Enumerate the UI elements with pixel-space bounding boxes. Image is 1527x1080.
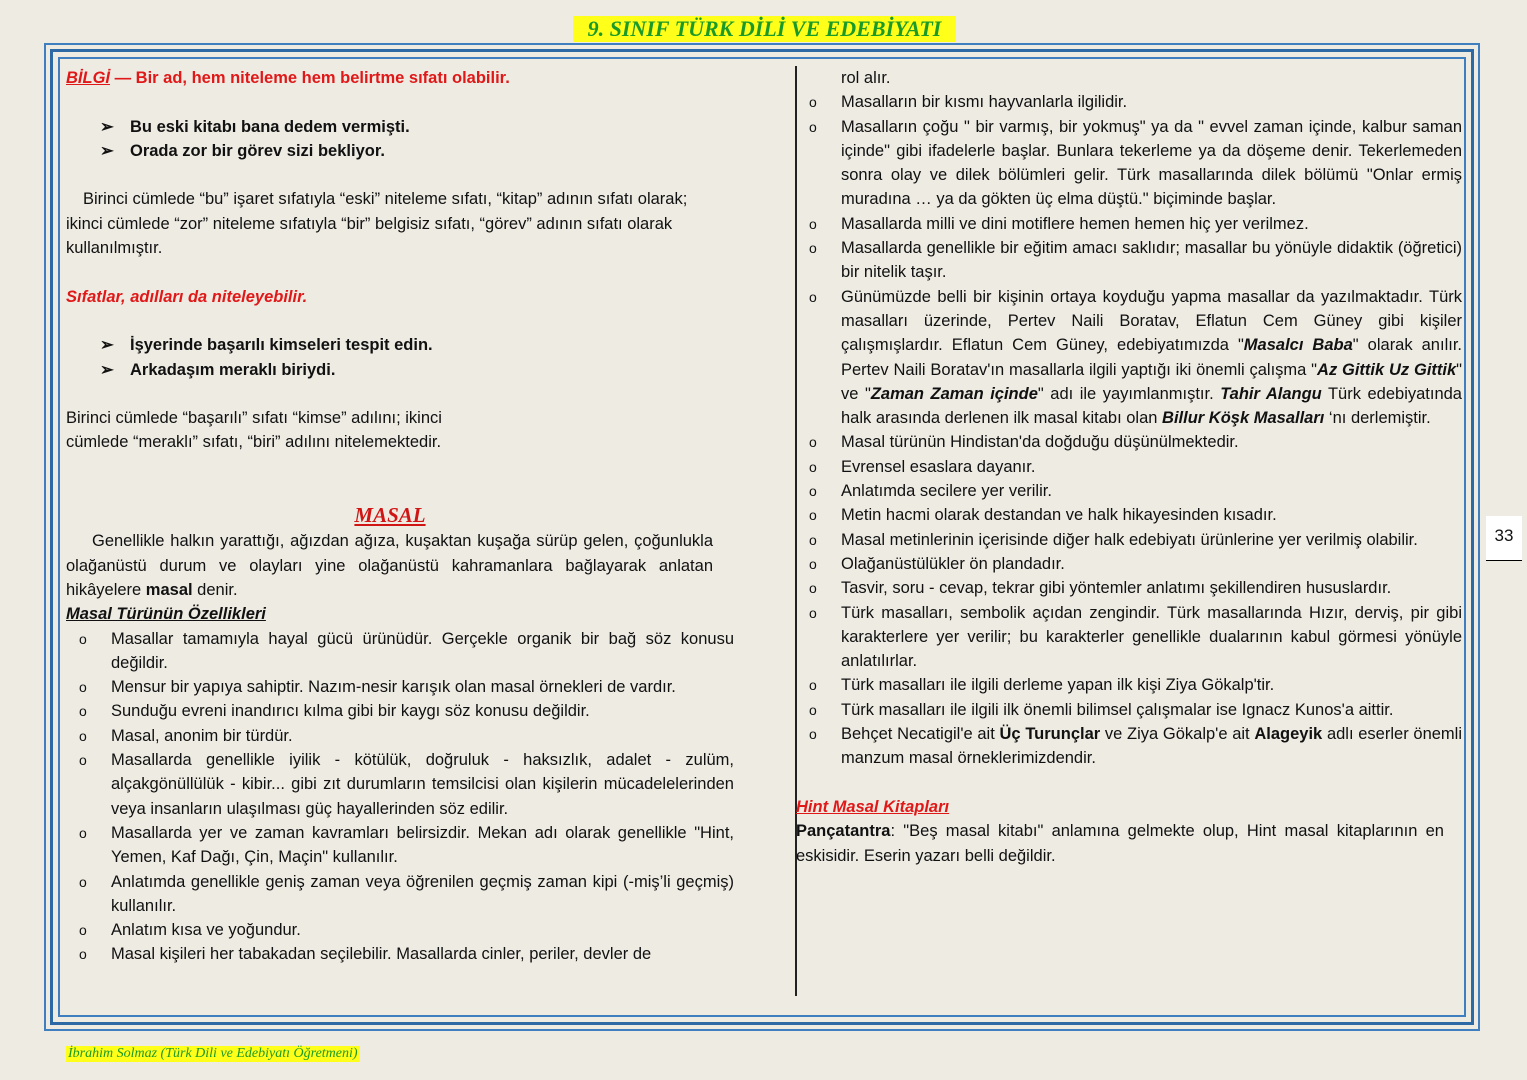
circle-bullet-icon: o (809, 726, 817, 743)
circle-bullet-icon: o (79, 703, 87, 720)
list-item: o Olağanüstülükler ön plandadır. (796, 552, 1462, 576)
circle-bullet-icon: o (79, 630, 87, 647)
circle-bullet-icon: o (809, 458, 817, 475)
hint-title: Hint Masal Kitapları (796, 797, 950, 816)
circle-bullet-icon: o (809, 531, 817, 548)
list-item: o Masal metinlerinin içerisinde diğer halk edebiyatı ürünlerine yer verilmiş olabilir. (796, 528, 1462, 552)
list-item: o Masallar tamamıyla hayal gücü ürünüdür. Gerçekle organik bir bağ söz konusu değildir. (66, 627, 734, 676)
circle-bullet-icon: o (809, 434, 817, 451)
list-item: o Masalların bir kısmı hayvanlarla ilgilidir. (796, 90, 1462, 114)
circle-bullet-icon: o (809, 507, 817, 524)
example-2b: ➢ Arkadaşım meraklı biriydi. (100, 358, 734, 382)
explanation-1: Birinci cümlede “bu” işaret sıfatıyla “eski” niteleme sıfatı, “kitap” adının sıfatı olarak; ikinci cümlede “zor” niteleme sıfatıyla “bir” belgisiz sıfatı, “görev” adının sıfatı olarak kullanılmıştır. (66, 190, 688, 258)
list-item: o Günümüzde belli bir kişinin ortaya koyduğu yapma masallar da yazılmaktadır. Türk masalları üzerinde, Pertev Naili Boratav, Eflatun Cem Güney gibi kişiler çalışmışlardır. Eflatun Cem Güney, edebiyatımızda "Masalcı Baba" olarak anılır. Pertev Naili Boratav'ın masallarla ilgili yaptığı iki önemli çalışma "Az Gittik Uz Gittik" ve "Zaman Zaman içinde" adı ile yayımlanmıştır. Tahir Alangu Türk edebiyatında halk arasında derlenen ilk masal kitabı olan Billur Köşk Masalları ‘nı derlemiştir. (796, 285, 1462, 431)
bilgi-note (66, 66, 734, 90)
circle-bullet-icon: o (79, 873, 87, 890)
circle-bullet-icon: o (79, 679, 87, 696)
list-item: o Türk masalları ile ilgili ilk önemli bilimsel çalışmalar ise Ignacz Kunos'a aittir. (796, 698, 1462, 722)
example-2a: ➢ İşyerinde başarılı kimseleri tespit edin. (100, 333, 734, 357)
arrow-bullet-icon: ➢ (100, 360, 114, 379)
list-item-continuation: rol alır. (841, 69, 891, 87)
left-column (66, 66, 734, 967)
list-item: o Metin hacmi olarak destandan ve halk hikayesinden kısadır. (796, 503, 1462, 527)
list-item: o Masal türünün Hindistan'da doğduğu düşünülmektedir. (796, 430, 1462, 454)
list-item: o Anlatımda genellikle geniş zaman veya öğrenilen geçmiş zaman kipi (-miş’li geçmiş) kullanılır. (66, 870, 734, 919)
circle-bullet-icon: o (809, 677, 817, 694)
masal-definition: Genellikle halkın yarattığı, ağızdan ağıza, kuşaktan kuşağa sürüp gelen, çoğunlukla olağanüstü durum ve olayları yine olağanüstü kahramanlara bağlayarak anlatan hikâyelere masal denir. (66, 532, 713, 599)
arrow-bullet-icon: ➢ (100, 117, 114, 136)
circle-bullet-icon: o (809, 94, 817, 111)
features-list-continued (796, 66, 1462, 771)
circle-bullet-icon: o (79, 824, 87, 841)
circle-bullet-icon: o (809, 288, 817, 305)
explanation-2-line2: cümlede “meraklı” sıfatı, “biri” adılını nitelemektedir. (66, 433, 442, 452)
list-item: o Türk masalları, sembolik açıdan zengindir. Türk masallarında Hızır, derviş, pir gibi karakterlere yer verilir; bu karakterler genellikle dualarının kabul görmesi yönüyle anlatılırlar. (796, 601, 1462, 674)
rule-2: Sıfatlar, adılları da niteleyebilir. (66, 287, 308, 306)
features-title: Masal Türünün Özellikleri (66, 605, 266, 624)
example-1b: ➢ Orada zor bir görev sizi bekliyor. (100, 139, 734, 163)
list-item: o Tasvir, soru - cevap, tekrar gibi yöntemler anlatımı şekillendiren hususlardır. (796, 576, 1462, 600)
circle-bullet-icon: o (809, 701, 817, 718)
arrow-bullet-icon: ➢ (100, 141, 114, 160)
footer-author: İbrahim Solmaz (Türk Dili ve Edebiyatı Öğretmeni) (68, 1046, 358, 1061)
list-item: o Masalların çoğu " bir varmış, bir yokmuş" ya da " evvel zaman içinde, kalbur saman içinde" gibi ifadelerle başlar. Bunlara tekerleme ya da döşeme denir. Tekerlemeden sonra olay ve dilek bölümleri gelir. Türk masallarında dilek bölümü "Onlar ermiş muradına … ya da gökten üç elma düştü." biçiminde başlar. (796, 115, 1462, 212)
bilgi-text: — Bir ad, hem niteleme hem belirtme sıfatı olabilir. (110, 69, 510, 87)
circle-bullet-icon: o (809, 118, 817, 135)
circle-bullet-icon: o (809, 555, 817, 572)
list-item: o Evrensel esaslara dayanır. (796, 455, 1462, 479)
list-item: o Masallarda genellikle bir eğitim amacı saklıdır; masallar bu yönüyle didaktik (öğretici) bir nitelik taşır. (796, 236, 1462, 285)
pancatantra-paragraph: Pançatantra: "Beş masal kitabı" anlamına gelmekte olup, Hint masal kitaplarının en eskisidir. Eserin yazarı belli değildir. (796, 822, 1444, 865)
bilgi-label: BİLGİ (66, 69, 110, 87)
features-list (66, 627, 734, 967)
circle-bullet-icon: o (79, 946, 87, 963)
circle-bullet-icon: o (809, 483, 817, 500)
circle-bullet-icon: o (809, 240, 817, 257)
circle-bullet-icon: o (809, 580, 817, 597)
list-item: o Masallarda yer ve zaman kavramları belirsizdir. Mekan adı olarak genellikle "Hint, Yemen, Kaf Dağı, Çin, Maçin" kullanılır. (66, 821, 734, 870)
masal-title: MASAL (354, 503, 426, 528)
list-item: o Masallarda genellikle iyilik - kötülük, doğruluk - haksızlık, adalet - zulüm, alçakgönüllülük - kibir... gibi zıt durumların temsilcisi olan kişilerin mücadelelerinden veya insanların ulaşılması güç hayallerinden söz edilir. (66, 748, 734, 821)
list-item: o Anlatım kısa ve yoğundur. (66, 918, 734, 942)
right-column (796, 66, 1462, 868)
list-item: o Behçet Necatigil'e ait Üç Turunçlar ve Ziya Gökalp'e ait Alageyik adlı eserler önemli manzum masal örneklerimizdendir. (796, 722, 1462, 771)
explanation-2-line1: Birinci cümlede “başarılı” sıfatı “kimse” adılını; ikinci (66, 409, 442, 428)
list-item: o Masal, anonim bir türdür. (66, 724, 734, 748)
circle-bullet-icon: o (79, 727, 87, 744)
circle-bullet-icon: o (809, 604, 817, 621)
list-item: o Anlatımda secilere yer verilir. (796, 479, 1462, 503)
list-item: o Masal kişileri her tabakadan seçilebilir. Masallarda cinler, periler, devler de (66, 942, 734, 966)
page-number: 33 (1486, 516, 1522, 561)
list-item: o Türk masalları ile ilgili derleme yapan ilk kişi Ziya Gökalp'tir. (796, 673, 1462, 697)
arrow-bullet-icon: ➢ (100, 336, 114, 355)
circle-bullet-icon: o (79, 922, 87, 939)
page-title: 9. SINIF TÜRK DİLİ VE EDEBİYATI (573, 16, 956, 42)
circle-bullet-icon: o (79, 752, 87, 769)
list-item: o Sunduğu evreni inandırıcı kılma gibi bir kaygı söz konusu değildir. (66, 699, 734, 723)
example-1a: ➢ Bu eski kitabı bana dedem vermişti. (100, 115, 734, 139)
list-item: o Mensur bir yapıya sahiptir. Nazım-nesir karışık olan masal örnekleri de vardır. (66, 675, 734, 699)
list-item: o Masallarda milli ve dini motiflere hemen hemen hiç yer verilmez. (796, 212, 1462, 236)
circle-bullet-icon: o (809, 215, 817, 232)
